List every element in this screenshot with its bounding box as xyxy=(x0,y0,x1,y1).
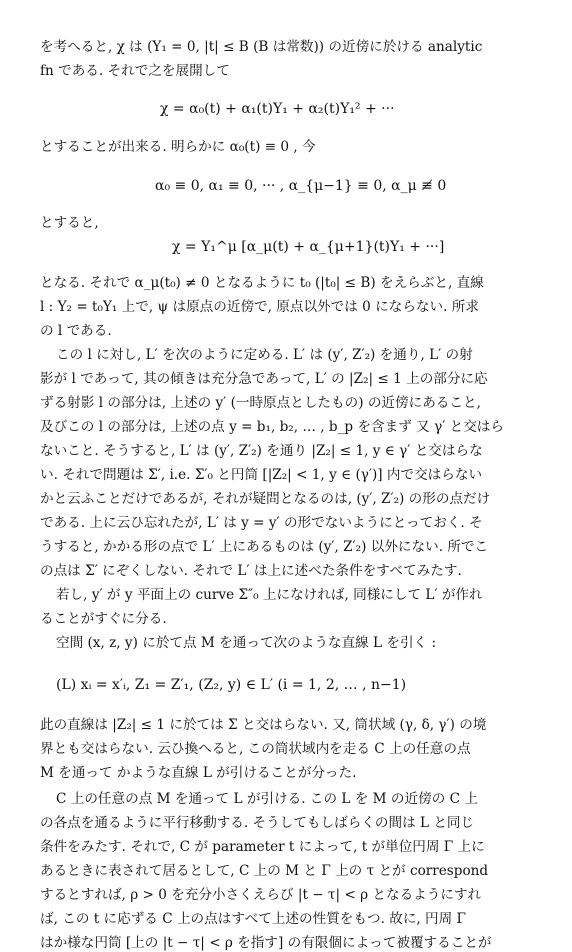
text-line: あるときに表されて居るとして, C 上の M と Γ 上の τ とが correspond xyxy=(40,863,489,879)
equation-chi-expansion: χ = α₀(t) + α₁(t)Y₁ + α₂(t)Y₁² + ··· xyxy=(160,101,395,117)
text-line: l : Y₂ = t₀Y₁ 上で, ψ は原点の近傍で, 原点以外では 0 にならない. 所求 xyxy=(40,299,479,315)
text-line: 此の直線は |Z₂| ≤ 1 に於ては Σ と交はらない. 又, 筒状域 (γ, δ, γ′) の境 xyxy=(40,717,487,733)
text-line: とすると, xyxy=(40,215,99,231)
text-line: の各点を通るように平行移動する. そうしてもしばらくの間は L と同じ xyxy=(40,815,475,831)
text-line: かと云ふことだけであるが, それが疑問となるのは, (y′, Z′₂) の形の点だけ xyxy=(40,491,491,507)
text-line: とすることが出来る. 明らかに α₀(t) ≡ 0 , 今 xyxy=(40,139,316,155)
text-line: 条件をみたす. それで, C が parameter t によって, t が単位円周 Γ 上に xyxy=(40,839,485,855)
text-line: ないこと. そうすると, L′ は (y′, Z′₂) を通り |Z₂| ≤ 1, y ∈ γ′ と交はらな xyxy=(40,443,483,459)
text-line: い. それで問題は Σ′, i.e. Σ′₀ と円筒 [|Z₂| < 1, y ∈ (γ′)] 内で交はらない xyxy=(40,467,483,483)
text-line: である. 上に云ひ忘れたが, L′ は y = y′ の形でないようにとっておく. そ xyxy=(40,515,483,531)
text-line: するとすれば, ρ > 0 を充分小さくえらび |t − τ| < ρ となるようにすれ xyxy=(40,887,482,903)
text-line: C 上の任意の点 M を通って L が引ける. この L を M の近傍の C 上 xyxy=(56,791,478,807)
text-line: うすると, かかる形の点で L′ 上にあるものは (y′, Z′₂) 以外にない. 所でこ xyxy=(40,539,489,555)
text-line: 空間 (x, z, y) に於て点 M を通って次のような直線 L を引く : xyxy=(56,635,437,651)
text-line: 界とも交はらない. 云ひ換へると, この筒状域内を走る C 上の任意の点 xyxy=(40,741,471,757)
equation-line-L: (L) xᵢ = x′ᵢ, Z₁ = Z′₁, (Z₂, y) ∈ L′ (i = 1, 2, … , n−1) xyxy=(56,677,407,693)
text-line: はか様な円筒 [上の |t − τ| < ρ を指す] の有限個によって被覆することが xyxy=(40,935,492,951)
text-line: 影が l であって, 其の傾きは充分急であって, L′ の |Z₂| ≤ 1 上の部分に応 xyxy=(40,371,488,387)
text-line: この l に対し, L′ を次のように定める. L′ は (y′, Z′₂) を通り, L′ の射 xyxy=(56,347,473,363)
text-line: の点は Σ′ にぞくしない. それで L′ は上に述べた条件をすべてみたす. xyxy=(40,563,462,579)
text-line: M を通って かような直線 L が引けることが分った. xyxy=(40,765,357,781)
equation-chi-factored: χ = Y₁^μ [α_μ(t) + α_{μ+1}(t)Y₁ + ···] xyxy=(172,239,445,255)
text-line: fn である. それで之を展開して xyxy=(40,63,230,79)
equation-alpha-conditions: α₀ ≡ 0, α₁ ≡ 0, ··· , α_{μ−1} ≡ 0, α_μ ≢ 0 xyxy=(155,178,447,194)
text-line: の l である. xyxy=(40,323,112,339)
text-line: ることがすぐに分る. xyxy=(40,611,167,627)
text-line: となる. それで α_μ(t₀) ≠ 0 となるように t₀ (|t₀| ≤ B) をえらぶと, 直線 xyxy=(40,275,484,291)
text-line: ずる射影 l の部分は, 上述の y′ (一時原点としたもの) の近傍にあること, xyxy=(40,395,481,411)
text-line: 若し, y′ が y 平面上の curve Σ″₀ 上になければ, 同様にして L′ が作れ xyxy=(56,587,483,603)
text-line: を考へると, χ は (Y₁ = 0, |t| ≤ B (B は常数)) の近傍に於ける analytic xyxy=(40,39,483,55)
text-line: ば, この t に応ずる C 上の点はすべて上述の性質をもつ. 故に, 円周 Γ xyxy=(40,911,466,927)
text-line: 及びこの l の部分は, 上述の点 y = b₁, b₂, … , b_p を含まず 又 γ′ と交はら xyxy=(40,419,504,435)
